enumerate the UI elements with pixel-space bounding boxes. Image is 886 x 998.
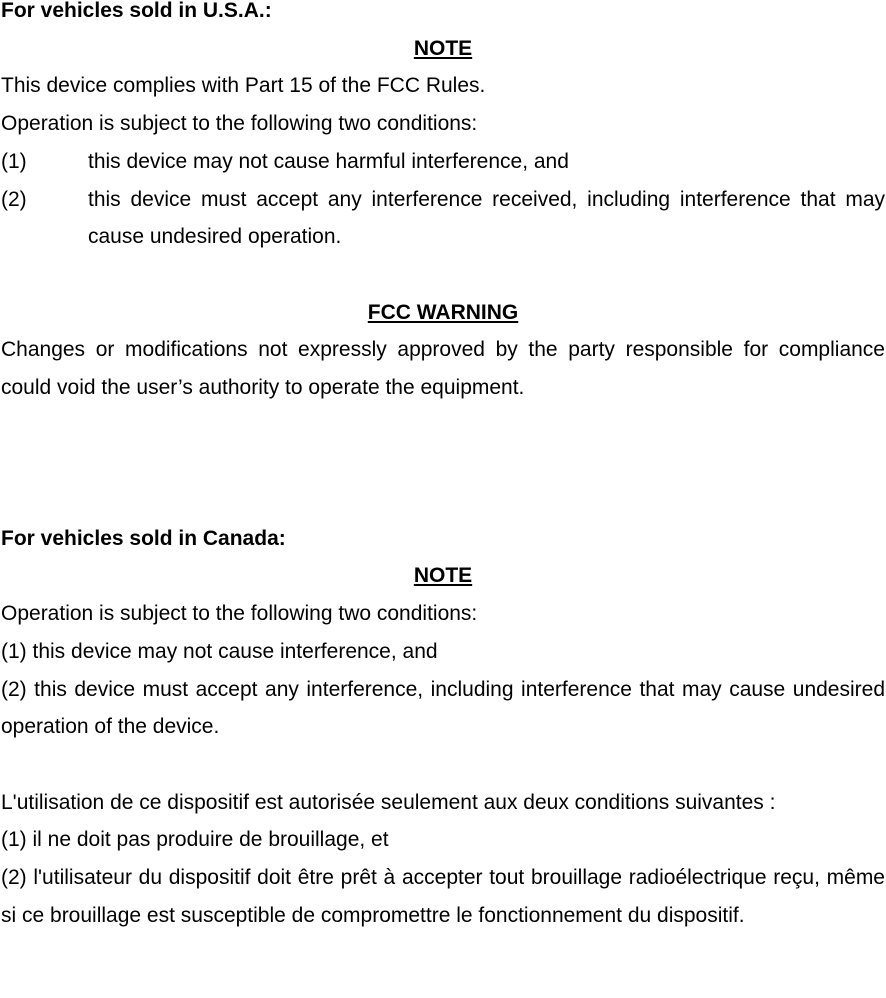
- spacer: [1, 407, 885, 445]
- usa-compliance-line: This device complies with Part 15 of the FCC Rules.: [1, 74, 486, 98]
- usa-condition-number-1: (1): [1, 149, 27, 173]
- spacer: [1, 256, 885, 294]
- usa-condition-text-2: this device must accept any interference received, including interference that may cause undesired operation.: [88, 187, 885, 249]
- usa-condition-text-1: this device may not cause harmful interference, and: [88, 149, 569, 173]
- usa-condition-number-2: (2): [1, 187, 27, 211]
- canada-conditions-line: Operation is subject to the following two conditions:: [1, 602, 478, 626]
- usa-note-title: NOTE: [413, 36, 473, 60]
- usa-condition-item-1: [1, 143, 885, 181]
- spacer: [1, 746, 885, 784]
- canada-french-intro: L'utilisation de ce dispositif est autorisée seulement aux deux conditions suivantes :: [1, 790, 776, 814]
- canada-condition-1: (1) this device may not cause interference, and: [1, 639, 438, 663]
- canada-french-condition-1: (1) il ne doit pas produire de brouillage, et: [1, 828, 389, 852]
- usa-conditions-line: Operation is subject to the following two conditions:: [1, 112, 478, 136]
- canada-note-title: NOTE: [413, 564, 473, 588]
- canada-heading: For vehicles sold in Canada:: [1, 526, 286, 550]
- canada-french-condition-2: (2) l'utilisateur du dispositif doit être prêt à accepter tout brouillage radioélectrique reçu, même si ce brouillage est susceptible de compromettre le fonctionnement du dispositif.: [1, 866, 885, 927]
- fcc-warning-title: FCC WARNING: [367, 300, 519, 324]
- spacer: [1, 444, 885, 482]
- spacer: [1, 482, 885, 520]
- fcc-warning-text: Changes or modifications not expressly approved by the party responsible for compliance could void the user’s authority to operate the equipment.: [1, 338, 885, 400]
- canada-condition-2: (2) this device must accept any interference, including interference that may cause undesired operation of the device.: [1, 677, 885, 739]
- usa-heading: For vehicles sold in U.S.A.:: [1, 0, 272, 22]
- usa-condition-item-2: [1, 181, 885, 256]
